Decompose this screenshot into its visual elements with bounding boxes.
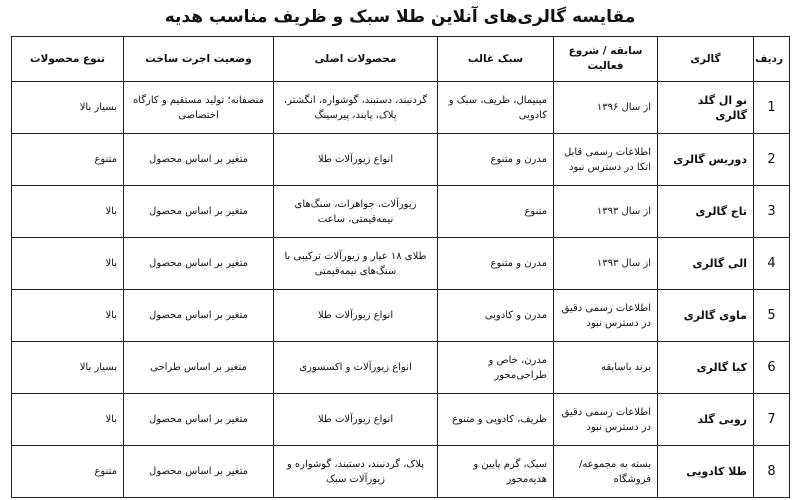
header-since: سابقه / شروع فعالیت — [554, 37, 658, 82]
table-header-row — [12, 37, 790, 82]
table-row — [12, 82, 790, 134]
row-number: 1 — [754, 82, 790, 134]
gallery-name: طلا کادویی — [658, 446, 754, 498]
gallery-name: الی گالری — [658, 238, 754, 290]
variety-cell: بسیار بالا — [12, 342, 124, 394]
variety-cell: متنوع — [12, 134, 124, 186]
table-row — [12, 290, 790, 342]
header-variety: تنوع محصولات — [12, 37, 124, 82]
row-number: 8 — [754, 446, 790, 498]
row-number: 6 — [754, 342, 790, 394]
row-number: 7 — [754, 394, 790, 446]
wage-cell: متغیر بر اساس محصول — [124, 394, 274, 446]
header-wage: وضعیت اجرت ساخت — [124, 37, 274, 82]
style-cell: مدرن، خاص و طراحی‌محور — [438, 342, 554, 394]
products-cell: گردنبند، دستبند، گوشواره، انگشتر، پلاک، پابند، پیرسینگ — [274, 82, 438, 134]
header-style: سبک غالب — [438, 37, 554, 82]
style-cell: مینیمال، ظریف، سبک و کادویی — [438, 82, 554, 134]
row-number: 4 — [754, 238, 790, 290]
table-row — [12, 446, 790, 498]
gallery-name: نو ال گلد گالری — [658, 82, 754, 134]
products-cell: طلای ۱۸ عیار و زیورآلات ترکیبی با سنگ‌های نیمه‌قیمتی — [274, 238, 438, 290]
gallery-name: روبی گلد — [658, 394, 754, 446]
gallery-name: دوریس گالری — [658, 134, 754, 186]
variety-cell: متنوع — [12, 446, 124, 498]
variety-cell: بسیار بالا — [12, 82, 124, 134]
row-number: 2 — [754, 134, 790, 186]
table-row — [12, 238, 790, 290]
row-number: 5 — [754, 290, 790, 342]
gallery-name: تاج گالری — [658, 186, 754, 238]
products-cell: پلاک، گردنبند، دستبند، گوشواره و زیورآلات سبک — [274, 446, 438, 498]
wage-cell: متغیر بر اساس محصول — [124, 134, 274, 186]
table-row — [12, 186, 790, 238]
style-cell: مدرن و کادویی — [438, 290, 554, 342]
since-cell: اطلاعات رسمی قابل اتکا در دسترس نبود — [554, 134, 658, 186]
since-cell: اطلاعات رسمی دقیق در دسترس نبود — [554, 290, 658, 342]
style-cell: مدرن و متنوع — [438, 238, 554, 290]
variety-cell: بالا — [12, 290, 124, 342]
variety-cell: بالا — [12, 186, 124, 238]
products-cell: انواع زیورآلات طلا — [274, 290, 438, 342]
wage-cell: متغیر بر اساس محصول — [124, 290, 274, 342]
since-cell: برند باسابقه — [554, 342, 658, 394]
since-cell: از سال ۱۳۹۳ — [554, 238, 658, 290]
products-cell: زیورآلات، جواهرات، سنگ‌های نیمه‌قیمتی، ساعت — [274, 186, 438, 238]
page-title: مقایسه گالری‌های آنلاین طلا سبک و ظریف مناسب هدیه — [164, 7, 636, 27]
table-row — [12, 342, 790, 394]
wage-cell: منصفانه؛ تولید مستقیم و کارگاه اختصاصی — [124, 82, 274, 134]
row-number: 3 — [754, 186, 790, 238]
table-row — [12, 134, 790, 186]
products-cell: انواع زیورآلات طلا — [274, 134, 438, 186]
style-cell: سبک، گرم پایین و هدیه‌محور — [438, 446, 554, 498]
variety-cell: بالا — [12, 238, 124, 290]
wage-cell: متغیر بر اساس محصول — [124, 186, 274, 238]
variety-cell: بالا — [12, 394, 124, 446]
products-cell: انواع زیورآلات و اکسسوری — [274, 342, 438, 394]
header-gallery: گالری — [658, 37, 754, 82]
since-cell: از سال ۱۳۹۳ — [554, 186, 658, 238]
wage-cell: متغیر بر اساس محصول — [124, 446, 274, 498]
comparison-table — [11, 36, 790, 498]
since-cell: بسته به مجموعه/ فروشگاه — [554, 446, 658, 498]
gallery-name: ماوی گالری — [658, 290, 754, 342]
header-products: محصولات اصلی — [274, 37, 438, 82]
since-cell: از سال ۱۳۹۶ — [554, 82, 658, 134]
style-cell: متنوع — [438, 186, 554, 238]
since-cell: اطلاعات رسمی دقیق در دسترس نبود — [554, 394, 658, 446]
style-cell: ظریف، کادویی و متنوع — [438, 394, 554, 446]
gallery-name: کیا گالری — [658, 342, 754, 394]
wage-cell: متغیر بر اساس طراحی — [124, 342, 274, 394]
header-row-number: ردیف — [754, 37, 790, 82]
wage-cell: متغیر بر اساس محصول — [124, 238, 274, 290]
products-cell: انواع زیورآلات طلا — [274, 394, 438, 446]
table-row — [12, 394, 790, 446]
style-cell: مدرن و متنوع — [438, 134, 554, 186]
